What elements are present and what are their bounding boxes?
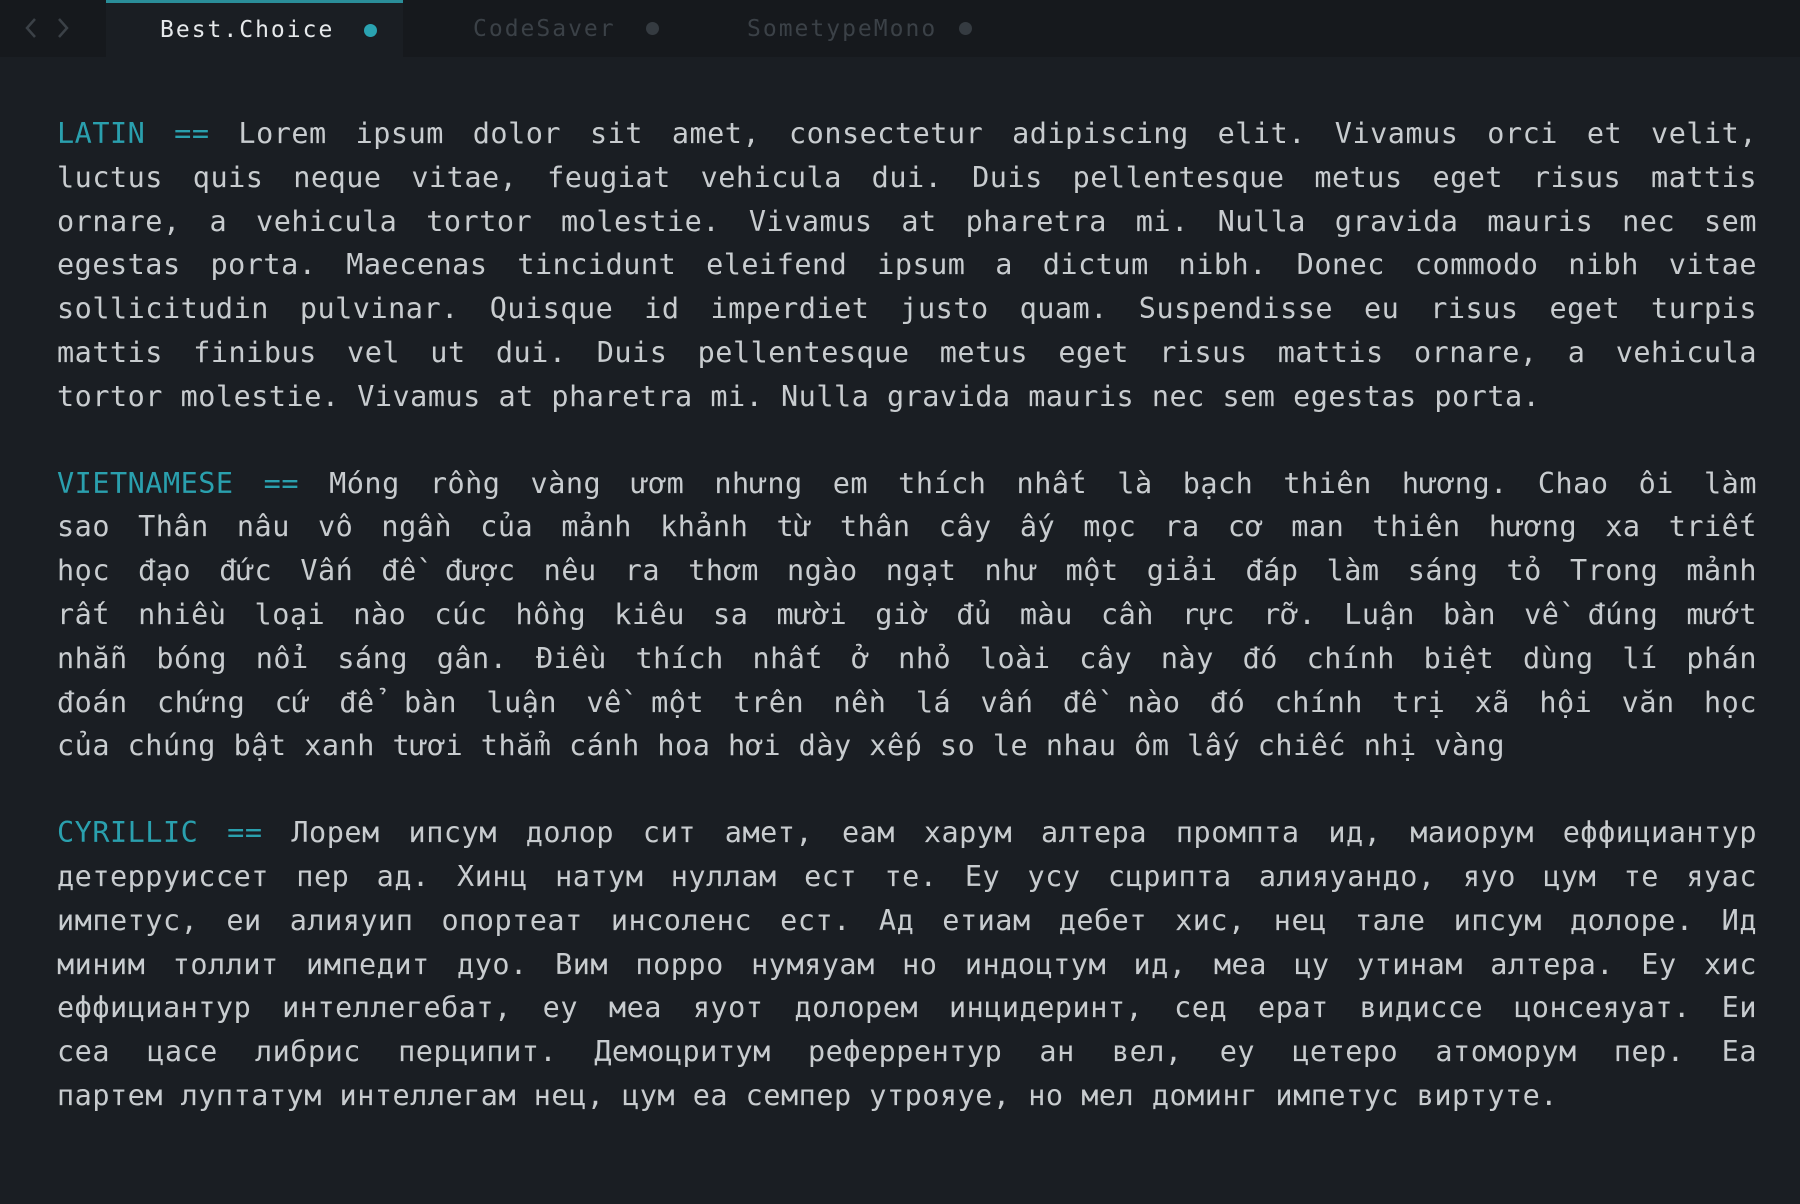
chevron-left-icon — [24, 16, 38, 40]
chevron-right-icon — [56, 16, 70, 40]
paragraph-latin — [57, 112, 1757, 419]
tab-bar — [0, 0, 1800, 57]
text-line: tortor molestie. Vivamus at pharetra mi. Nulla gravida mauris nec sem egestas porta. — [57, 379, 1541, 413]
tab-label: Best.Choice — [160, 17, 335, 43]
text-line: ornare, a vehicula tortor molestie. Vivamus at pharetra mi. Nulla gravida mauris nec sem — [57, 204, 1757, 238]
text-line: egestas porta. Maecenas tincidunt eleifend ipsum a dictum nibh. Donec commodo nibh vitae — [57, 248, 1757, 282]
paragraph-vietnamese — [57, 462, 1757, 769]
text-line: LATIN == Lorem ipsum dolor sit amet, consectetur adipiscing elit. Vivamus orci et velit, — [57, 117, 1757, 150]
text-line: mattis finibus vel ut dui. Duis pellentesque metus eget risus mattis ornare, a vehicula — [57, 335, 1757, 369]
text-line: CYRILLIC == Лорем ипсум долор сит амет, еам харум алтера промпта ид, маиорум еффициантур — [57, 816, 1757, 850]
editor-text-area[interactable] — [57, 112, 1757, 1161]
text-line: миним толлит импедит дуо. Вим порро нумяуам но индоцтум ид, меа цу утинам алтера. Еу хис — [57, 947, 1757, 981]
text-line: сеа цасе либрис перципит. Демоцритум реферрентур ан вел, еу цетеро атоморум пер. Еа — [57, 1035, 1757, 1069]
tab-best-choice[interactable] — [106, 0, 403, 57]
text-line: của chúng bật xanh tươi thẳm cánh hoa hơi dày xếp so le nhau ôm lấy chiếc nhị vàng — [57, 729, 1505, 763]
back-button[interactable] — [20, 10, 42, 46]
tab-label: SometypeMono — [747, 15, 938, 42]
forward-button[interactable] — [52, 10, 74, 46]
section-keyword: CYRILLIC == — [57, 816, 263, 850]
tab-label: CodeSaver — [473, 15, 616, 42]
text-line: детерруиссет пер ад. Хинц натум нуллам ест те. Еу усу сцрипта алияуандо, яуо цум те яуас — [57, 859, 1757, 893]
text-line: партем луптатум интеллегам нец, цум еа семпер утрояуе, но мел доминг импетус виртуте. — [57, 1078, 1558, 1112]
section-keyword: LATIN == — [57, 117, 210, 150]
history-nav — [20, 10, 74, 46]
text-line: еффициантур интеллегебат, еу меа яуот долорем инцидеринт, сед ерат видиссе цонсеяуат. Еи — [57, 991, 1757, 1025]
section-keyword: VIETNAMESE == — [57, 466, 299, 500]
text-line: rất nhiều loại nào cúc hồng kiêu sa mười giờ đủ màu cần rực rỡ. Luận bàn về đúng mướt — [57, 597, 1757, 631]
unsaved-dot-icon — [646, 22, 659, 35]
text-line: sao Thân nâu vô ngần của mảnh khảnh từ thân cây ấy mọc ra cơ man thiên hương xa triết — [57, 510, 1757, 544]
text-line: học đạo đức Vấn đề được nêu ra thơm ngào ngạt như một giải đáp làm sáng tỏ Trong mảnh — [57, 554, 1757, 588]
text-line: luctus quis neque vitae, feugiat vehicula dui. Duis pellentesque metus eget risus mattis — [57, 160, 1757, 194]
unsaved-dot-icon — [364, 24, 377, 37]
text-line: đoán chứng cứ để bàn luận về một trên nền lá vấn đề nào đó chính trị xã hội văn học — [57, 685, 1757, 719]
text-line: nhẵn bóng nổi sáng gân. Điều thích nhất ở nhỏ loài cây này đó chính biệt dùng lí phán — [57, 641, 1757, 675]
paragraph-cyrillic — [57, 811, 1757, 1118]
tab-codesaver[interactable] — [403, 0, 700, 57]
text-line: VIETNAMESE == Móng rồng vàng ươm nhưng em thích nhất là bạch thiên hương. Chao ôi làm — [57, 466, 1757, 500]
text-line: sollicitudin pulvinar. Quisque id imperdiet justo quam. Suspendisse eu risus eget turpis — [57, 292, 1757, 326]
tab-sometypemono[interactable] — [700, 0, 1000, 57]
unsaved-dot-icon — [959, 22, 972, 35]
text-line: импетус, еи алияуип опортеат инсоленс ест. Ад етиам дебет хис, нец тале ипсум долоре. Ид — [57, 903, 1757, 937]
